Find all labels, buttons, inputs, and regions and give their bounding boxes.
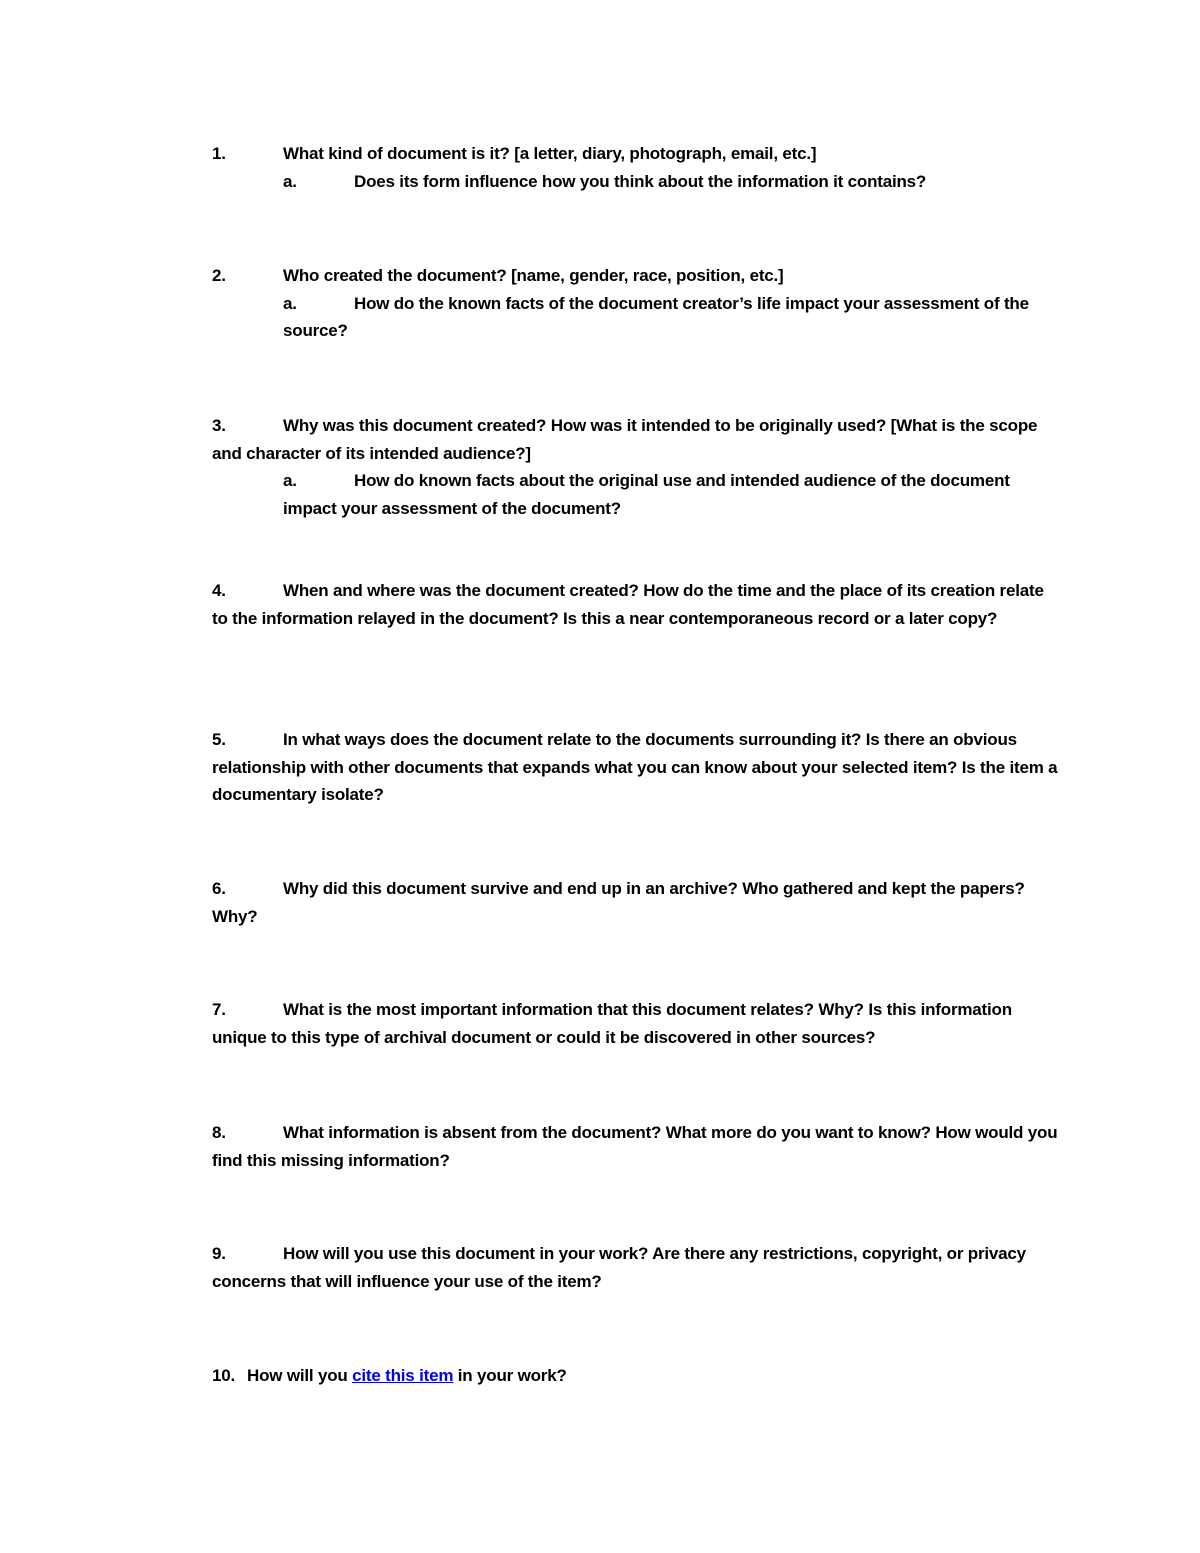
question-text: Why did this document survive and end up in an archive? Who gathered and kept the papers? Why? xyxy=(212,879,1025,926)
sub-question-2a xyxy=(212,290,1062,345)
question-text: What is the most important information that this document relates? Why? Is this information unique to this type of archival document or could it be discovered in other sources? xyxy=(212,1000,1012,1047)
question-3 xyxy=(212,412,1062,522)
question-number: 2. xyxy=(212,266,226,285)
sub-question-text: How do the known facts of the document creator’s life impact your assessment of the source? xyxy=(283,293,1029,340)
question-9 xyxy=(212,1240,1062,1295)
question-5 xyxy=(212,726,1062,809)
question-text: Why was this document created? How was it intended to be originally used? [What is the scope and character of its intended audience?] xyxy=(212,416,1038,463)
sub-question-1a xyxy=(212,168,1062,196)
question-10 xyxy=(212,1362,1062,1390)
sub-question-text: Does its form influence how you think about the information it contains? xyxy=(354,171,927,191)
question-number: 9. xyxy=(212,1244,226,1263)
question-number: 10. xyxy=(212,1366,236,1385)
question-2 xyxy=(212,262,1062,345)
question-number: 1. xyxy=(212,144,226,163)
question-number: 8. xyxy=(212,1123,226,1142)
question-number: 4. xyxy=(212,581,226,600)
question-7 xyxy=(212,996,1062,1051)
question-text-before-link: How will you xyxy=(247,1366,348,1385)
question-1 xyxy=(212,140,1062,195)
question-text: What kind of document is it? [a letter, diary, photograph, email, etc.] xyxy=(283,144,817,163)
question-number: 7. xyxy=(212,1000,226,1019)
question-text: In what ways does the document relate to the documents surrounding it? Is there an obvious relationship with other documents that expands what you can know about your selected item? Is the item a documentary isolate? xyxy=(212,730,1058,804)
question-text: Who created the document? [name, gender, race, position, etc.] xyxy=(283,266,784,285)
question-text-after-link: in your work? xyxy=(457,1366,567,1385)
question-4 xyxy=(212,577,1062,632)
sub-question-letter: a. xyxy=(283,293,297,313)
sub-question-3a xyxy=(212,467,1062,522)
question-8 xyxy=(212,1119,1062,1174)
sub-question-letter: a. xyxy=(283,171,297,191)
sub-question-text: How do known facts about the original use and intended audience of the document impact your assessment of the document? xyxy=(283,471,1010,518)
question-number: 5. xyxy=(212,730,226,749)
question-number: 6. xyxy=(212,879,226,898)
question-text: How will you use this document in your work? Are there any restrictions, copyright, or privacy concerns that will influence your use of the item? xyxy=(212,1244,1026,1291)
question-6 xyxy=(212,875,1062,930)
cite-this-item-link[interactable]: cite this item xyxy=(352,1366,454,1385)
question-number: 3. xyxy=(212,416,226,435)
sub-question-letter: a. xyxy=(283,471,297,490)
question-text: When and where was the document created? How do the time and the place of its creation relate to the information relayed in the document? Is this a near contemporaneous record or a later copy? xyxy=(212,581,1044,628)
question-text: What information is absent from the document? What more do you want to know? How would you find this missing information? xyxy=(212,1123,1058,1170)
